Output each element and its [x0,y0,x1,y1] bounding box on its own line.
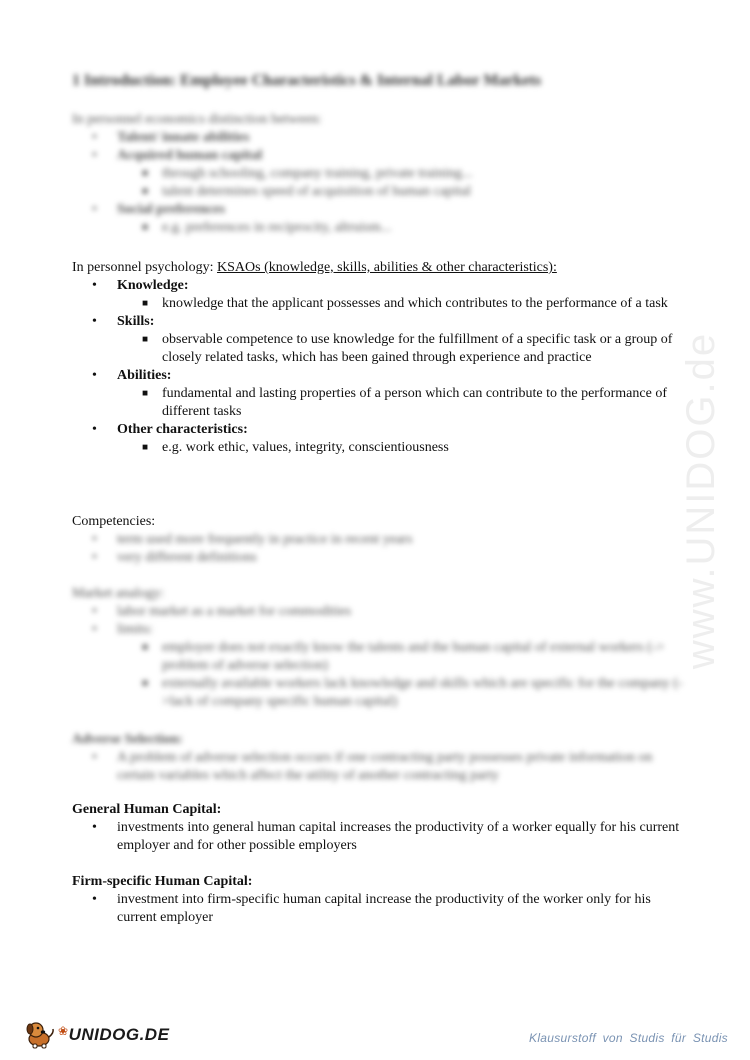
sub-item: ■ through schooling, company training, private training... [142,166,473,181]
sub-item: ■ employer does not exactly know the talents and the human capital of external workers (-> problem of adverse selection) [142,640,665,673]
market-title: Market analogy: [72,586,165,601]
logo-wordmark: ❀UNIDOG.DE [58,1023,170,1044]
list-item-other: • Other characteristics: [92,422,248,437]
ksao-list [72,277,692,457]
unidog-logo [24,1016,169,1052]
ksao-term: KSAOs (knowledge, skills, abilities & other characteristics): [217,260,557,275]
list-item-skills: • Skills: [92,314,155,329]
intro-text: In personnel economics distinction between: [72,112,322,127]
dog-mascot-icon [24,1019,56,1049]
adverse-title: Adverse Selection: [72,732,183,747]
list-item: • A problem of adverse selection occurs if one contracting party possesses private information on certain variables which affect the utility of another contracting party [92,750,653,783]
sub-item: ■ fundamental and lasting properties of a person which can contribute to the performance of different tasks [142,386,667,419]
sub-item: ■ e.g. preferences in reciprocity, altruism... [142,220,392,235]
sub-item: ■ observable competence to use knowledge for the fulfillment of a specific task or a group of closely related tasks, which has been gained through experience and practice [142,332,673,365]
list-item: • limits: [92,622,153,637]
list-item: • investment into firm-specific human capital increase the productivity of the worker only for his current employer [92,892,651,925]
market-analogy-block [72,585,692,711]
adverse-selection-block [72,731,692,785]
footer-tagline: Klausurstoff von Studis für Studis [529,1031,728,1045]
competencies-title: Competencies: [72,514,156,529]
paw-icon: ❀ [58,1023,69,1038]
list-item: • Talent/ innate abilities [92,130,250,145]
list-item: • Acquired human capital [92,148,263,163]
firm-specific-human-capital-block [72,873,692,927]
list-item-knowledge: • Knowledge: [92,278,189,293]
competencies-block [72,513,692,567]
watermark: www.UNIDOG.de [679,331,724,669]
firm-hc-title: Firm-specific Human Capital: [72,874,253,889]
ksao-intro: In personnel psychology: KSAOs (knowledge, skills, abilities & other characteristics): [72,260,557,275]
list-item-abilities: • Abilities: [92,368,172,383]
section-heading-blurred: 1 Introduction: Employee Characteristics & Internal Labor Markets [72,72,542,89]
list-item: • labor market as a market for commodities [92,604,352,619]
sub-item: ■ knowledge that the applicant possesses and which contributes to the performance of a task [142,296,668,311]
general-hc-title: General Human Capital: [72,802,222,817]
personnel-economics-block [72,111,692,237]
competencies-items-blurred [72,531,692,567]
list-item: • investments into general human capital increases the productivity of a worker equally for his current employer and for other possible employers [92,820,680,853]
list-item: • Social preferences [92,202,225,217]
sub-item: ■ externally available workers lack knowledge and skills which are specific for the company (->lack of company specific human capital) [142,676,683,709]
sub-item: ■ talent determines speed of acquisition of human capital [142,184,472,199]
sub-item: ■ e.g. work ethic, values, integrity, conscientiousness [142,440,449,455]
list-item: • term used more frequently in practice in recent years [92,532,413,547]
list-item: • very different definitions [92,550,257,565]
general-human-capital-block [72,801,692,855]
